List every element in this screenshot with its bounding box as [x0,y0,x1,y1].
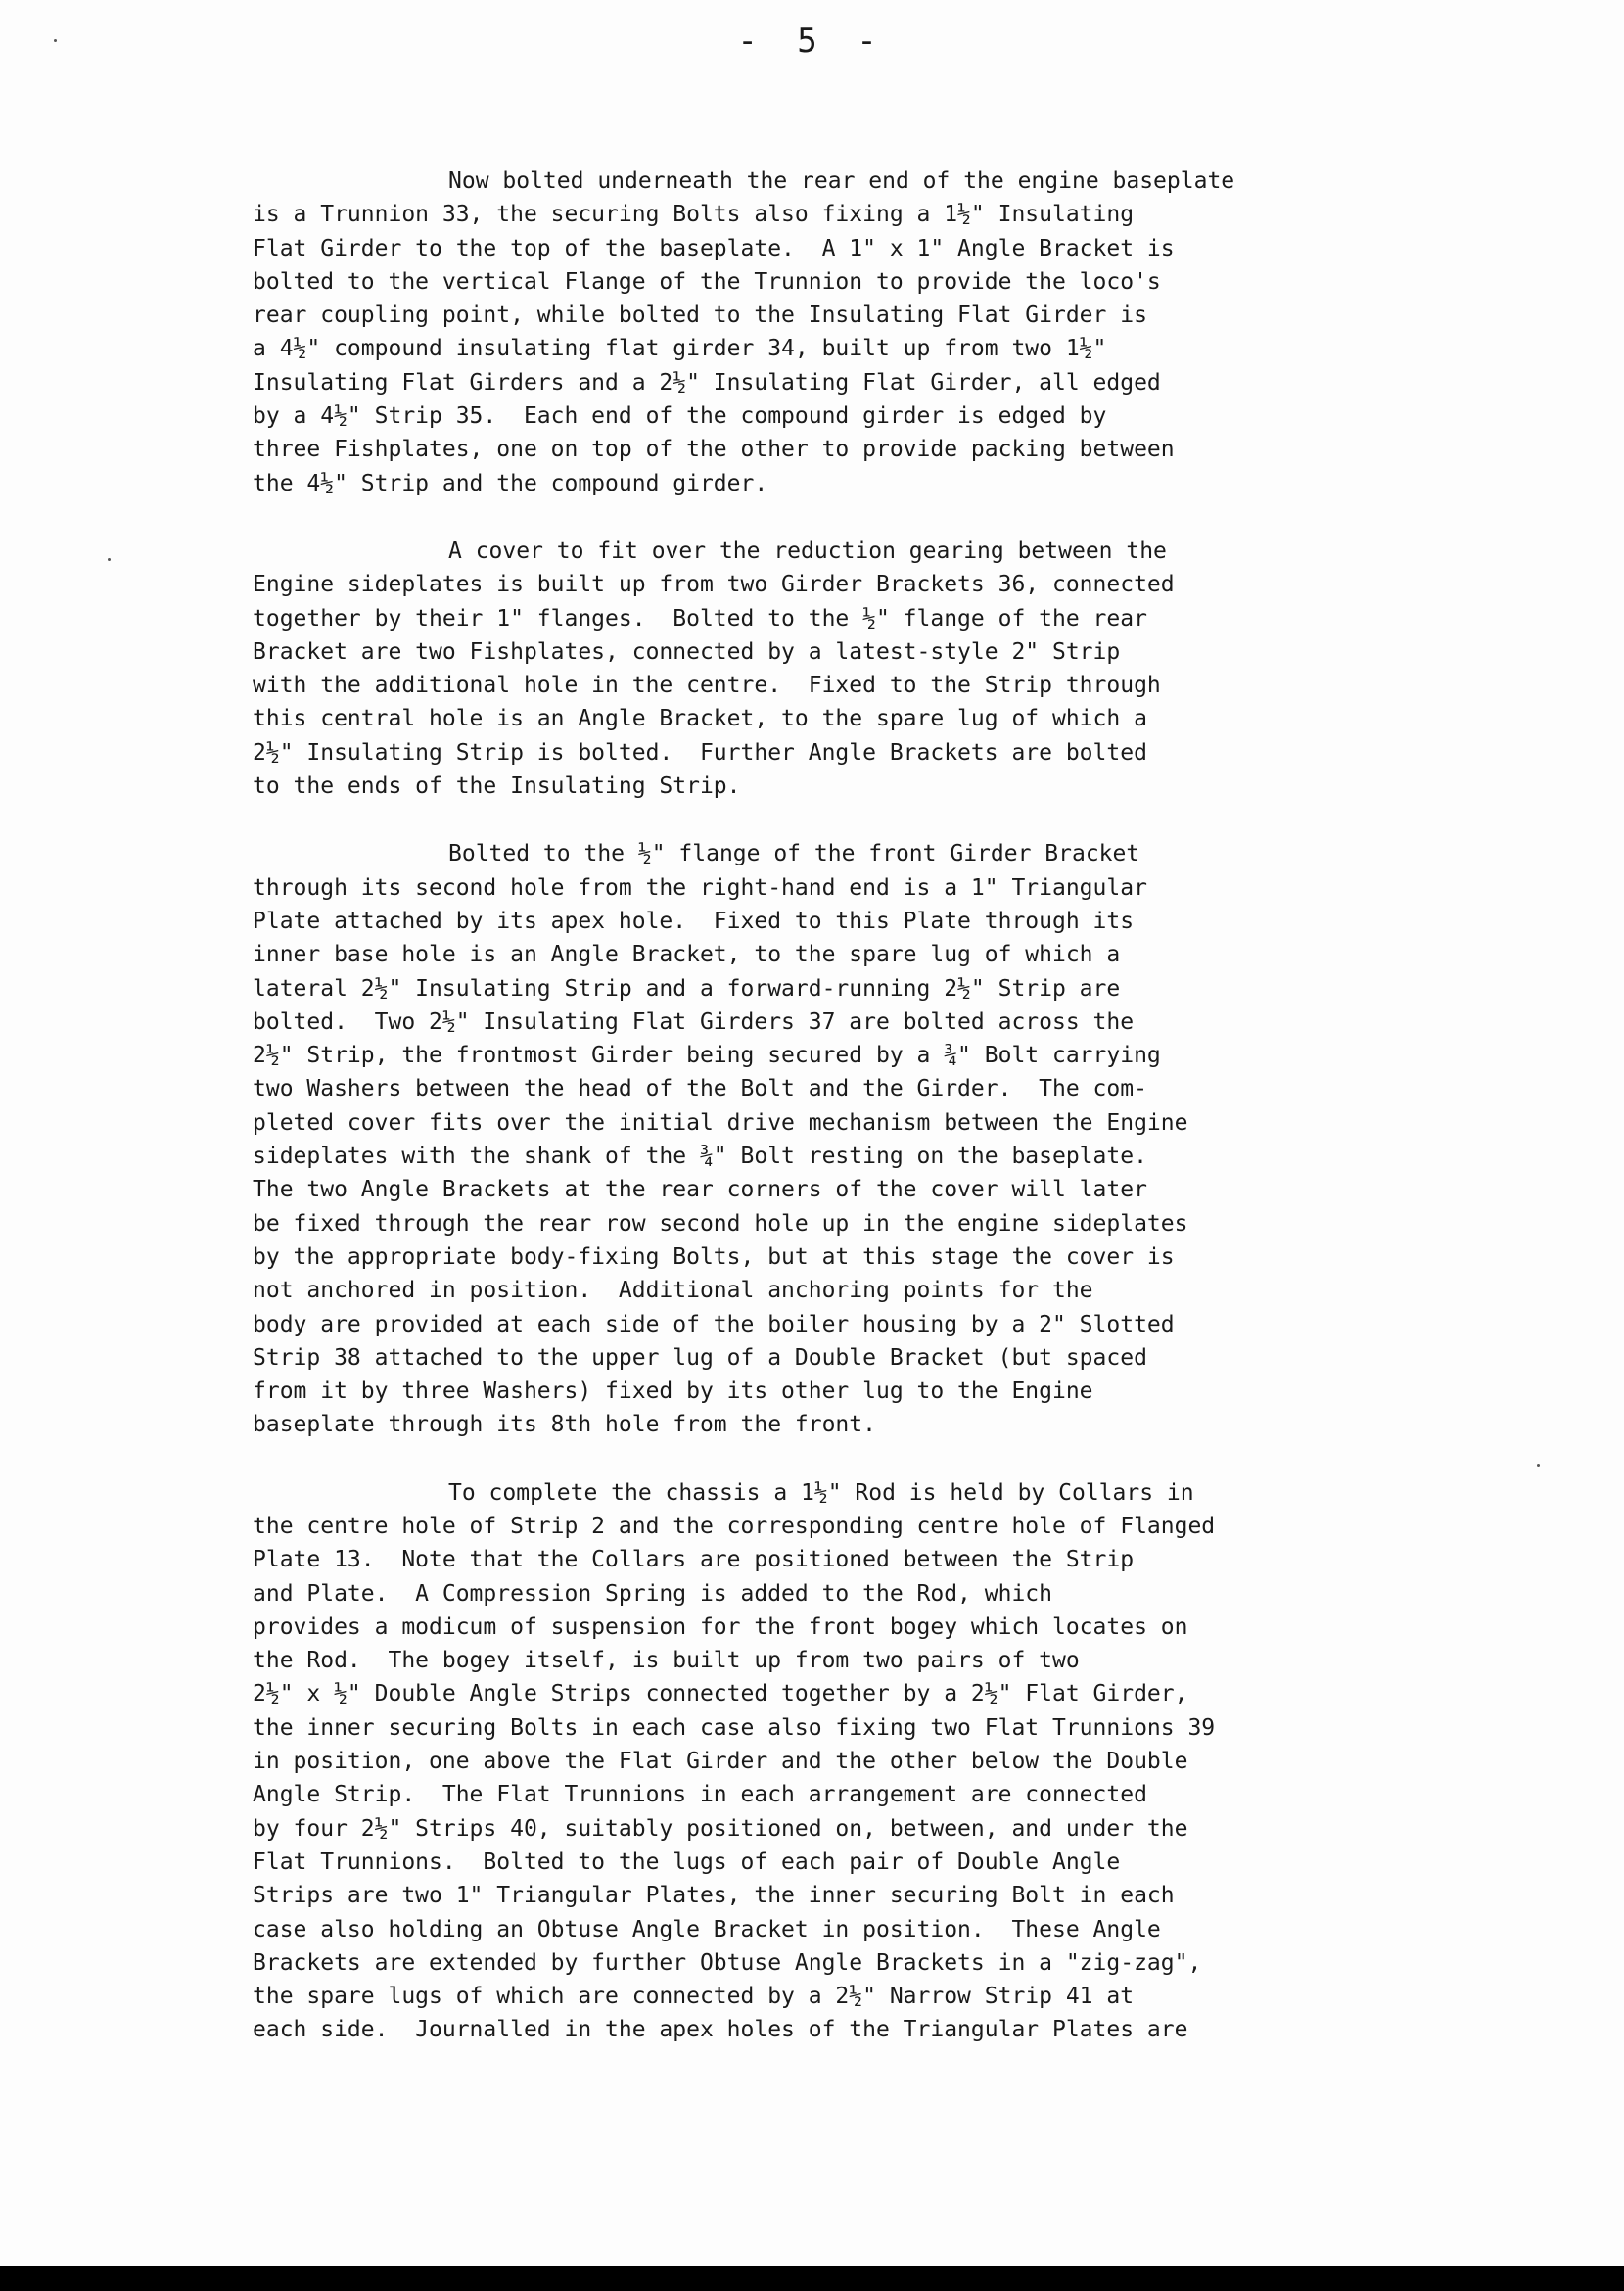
paragraph-text: Now bolted underneath the rear end of the engine baseplate is a Trunnion 33, the securing Bolts also fixing a 1½" Insulating Flat Girder to the top of the baseplate. A 1" x 1" Angle Bracket is bolted to the vertical Flange of the Trunnion to provide the loco's rear coupling point, while bolted to the Insulating Flat Girder is a 4½" compound insulating flat girder 34, built up from two 1½" Insulating Flat Girders and a 2½" Insulating Flat Girder, all edged by a 4½" Strip 35. Each end of the compound girder is edged by three Fishplates, one on top of the other to provide packing between the 4½" Strip and the compound girder. [253,168,1235,496]
scan-speck [54,39,57,42]
paragraph-text: Bolted to the ½" flange of the front Girder Bracket through its second hole from the right-hand end is a 1" Triangular Plate attached by its apex hole. Fixed to this Plate through its inner base hole is an Angle Bracket, to the spare lug of which a lateral 2½" Insulating Strip and a forward-running 2½" Strip are bolted. Two 2½" Insulating Flat Girders 37 are bolted across the 2½" Strip, the frontmost Girder being secured by a ¾" Bolt carrying two Washers between the head of the Bolt and the Girder. The com- pleted cover fits over the initial drive mechanism between the Engine sideplates with the shank of the ¾" Bolt resting on the baseplate. The two Angle Brackets at the rear corners of the cover will later be fixed through the rear row second hole up in the engine sideplates by the appropriate body-fixing Bolts, but at this stage the cover is not anchored in position. Additional anchoring points for the body are provided at each side of the boiler housing by a 2" Slotted Strip 38 attached to the upper lug of a Double Bracket (but spaced from it by three Washers) fixed by its other lug to the Engine baseplate through its 8th hole from the front. [253,841,1188,1438]
paragraph-cover [253,535,1427,803]
body-text [253,164,1427,2081]
scan-speck [108,558,111,561]
page-number: - 5 - [737,22,887,61]
scan-speck [1537,1464,1540,1467]
paragraph-chassis [253,1476,1427,2047]
paragraph-front-girder [253,837,1427,1441]
paragraph-text: A cover to fit over the reduction gearing between the Engine sideplates is built up from two Girder Brackets 36, connected together by their 1" flanges. Bolted to the ½" flange of the rear Bracket are two Fishplates, connected by a latest-style 2" Strip with the additional hole in the centre. Fixed to the Strip through this central hole is an Angle Bracket, to the spare lug of which a 2½" Insulating Strip is bolted. Further Angle Brackets are bolted to the ends of the Insulating Strip. [253,538,1175,800]
scan-border [0,2266,1624,2291]
paragraph-text: To complete the chassis a 1½" Rod is held by Collars in the centre hole of Strip 2 and the corresponding centre hole of Flanged Plate 13. Note that the Collars are positioned between the Strip and Plate. A Compression Spring is added to the Rod, which provides a modicum of suspension for the front bogey which locates on the Rod. The bogey itself, is built up from two pairs of two 2½" x ½" Double Angle Strips connected together by a 2½" Flat Girder, the inner securing Bolts in each case also fixing two Flat Trunnions 39 in position, one above the Flat Girder and the other below the Double Angle Strip. The Flat Trunnions in each arrangement are connected by four 2½" Strips 40, suitably positioned on, between, and under the Flat Trunnions. Bolted to the lugs of each pair of Double Angle Strips are two 1" Triangular Plates, the inner securing Bolt in each case also holding an Obtuse Angle Bracket in position. These Angle Brackets are extended by further Obtuse Angle Brackets in a "zig-zag", the spare lugs of which are connected by a 2½" Narrow Strip 41 at each side. Journalled in the apex holes of the Triangular Plates are [253,1479,1216,2043]
paragraph-trunnion [253,164,1427,500]
